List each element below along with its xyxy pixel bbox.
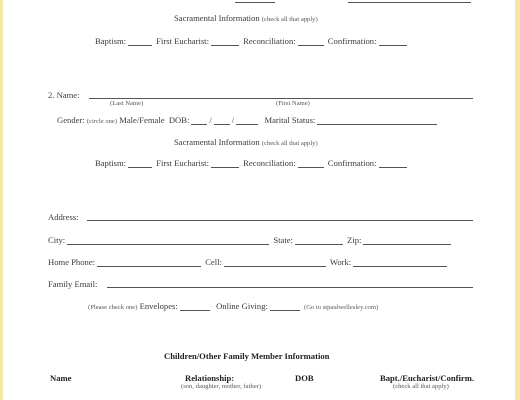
relationship-hint: (son, daughter, mother, father) — [181, 383, 262, 390]
confirmation-field-2[interactable] — [379, 159, 407, 168]
first-eucharist-label: First Eucharist: — [156, 36, 209, 46]
zip-field[interactable] — [363, 236, 451, 245]
last-name-caption: (Last Name) — [110, 100, 144, 107]
column-relationship-header: Relationship: — [185, 373, 235, 383]
check-all-hint: (check all that apply) — [261, 16, 318, 23]
state-field[interactable] — [295, 236, 343, 245]
name-label: 2. Name: — [48, 90, 80, 100]
address-label: Address: — [48, 212, 79, 222]
work-field[interactable] — [353, 258, 447, 267]
family-email-label: Family Email: — [48, 279, 98, 289]
column-name-header: Name — [50, 373, 72, 383]
reconciliation-label: Reconciliation: — [243, 36, 296, 46]
baptism-field-2[interactable] — [128, 159, 152, 168]
dob-slash-1: / — [209, 115, 212, 125]
column-sacraments-header: Bapt./Eucharist/Confirm. — [380, 373, 475, 383]
name-field[interactable] — [89, 90, 473, 99]
children-section-title: Children/Other Family Member Information — [164, 351, 330, 361]
reconciliation-field-2[interactable] — [298, 159, 324, 168]
envelopes-field[interactable] — [180, 302, 210, 311]
cell-label: Cell: — [205, 257, 222, 267]
confirmation-label-2: Confirmation: — [327, 158, 377, 168]
dob-month-field[interactable] — [191, 116, 207, 125]
name-row — [48, 90, 80, 100]
state-label: State: — [273, 235, 293, 245]
city-label: City: — [48, 235, 66, 245]
first-eucharist-field-2[interactable] — [211, 159, 239, 168]
zip-label: Zip: — [347, 235, 362, 245]
first-eucharist-field-1[interactable] — [211, 37, 239, 46]
registration-form-page — [3, 0, 515, 400]
cell-field[interactable] — [224, 258, 326, 267]
sacramental-info-heading-2 — [174, 137, 318, 147]
baptism-field-1[interactable] — [128, 37, 152, 46]
dob-year-field[interactable] — [236, 116, 258, 125]
sacramental-title: Sacramental Information — [174, 13, 260, 23]
online-giving-field[interactable] — [270, 302, 300, 311]
baptism-label-2: Baptism: — [95, 158, 127, 168]
family-email-field[interactable] — [107, 279, 473, 288]
gender-options[interactable]: Male/Female — [119, 115, 165, 125]
column-dob-header: DOB — [295, 373, 314, 383]
envelopes-label: Envelopes: — [139, 301, 178, 311]
home-phone-field[interactable] — [97, 258, 201, 267]
giving-row — [88, 301, 378, 311]
city-state-zip-row — [48, 235, 453, 245]
dob-slash-2: / — [231, 115, 235, 125]
confirmation-field-1[interactable] — [379, 37, 407, 46]
confirmation-label: Confirmation: — [327, 36, 377, 46]
circle-one-hint: (circle one) — [86, 118, 118, 125]
sacraments-hint: (check all that apply) — [393, 383, 449, 390]
top-line-1 — [235, 2, 275, 3]
dob-day-field[interactable] — [214, 116, 230, 125]
sacrament-row-2 — [95, 158, 409, 168]
dob-label: DOB: — [168, 115, 190, 125]
sacramental-info-heading-1 — [174, 13, 318, 23]
phone-row — [48, 257, 449, 267]
sacrament-row-1 — [95, 36, 409, 46]
baptism-label: Baptism: — [95, 36, 127, 46]
marital-status-field[interactable] — [317, 116, 437, 125]
work-label: Work: — [329, 257, 352, 267]
check-all-hint-2: (check all that apply) — [261, 140, 318, 147]
reconciliation-field-1[interactable] — [298, 37, 324, 46]
first-eucharist-label-2: First Eucharist: — [156, 158, 209, 168]
first-name-caption: (First Name) — [276, 100, 310, 107]
address-field[interactable] — [87, 212, 473, 221]
website-hint: (Go to stpaulwellesley.com) — [304, 304, 379, 311]
gender-dob-row — [57, 115, 439, 125]
city-field[interactable] — [67, 236, 269, 245]
online-giving-label: Online Giving: — [216, 301, 268, 311]
gender-label: Gender: — [57, 115, 85, 125]
reconciliation-label-2: Reconciliation: — [243, 158, 296, 168]
top-line-2 — [348, 2, 471, 3]
marital-status-label: Marital Status: — [264, 115, 316, 125]
please-check-hint: (Please check one) — [88, 304, 138, 311]
sacramental-title-2: Sacramental Information — [174, 137, 260, 147]
home-phone-label: Home Phone: — [48, 257, 96, 267]
